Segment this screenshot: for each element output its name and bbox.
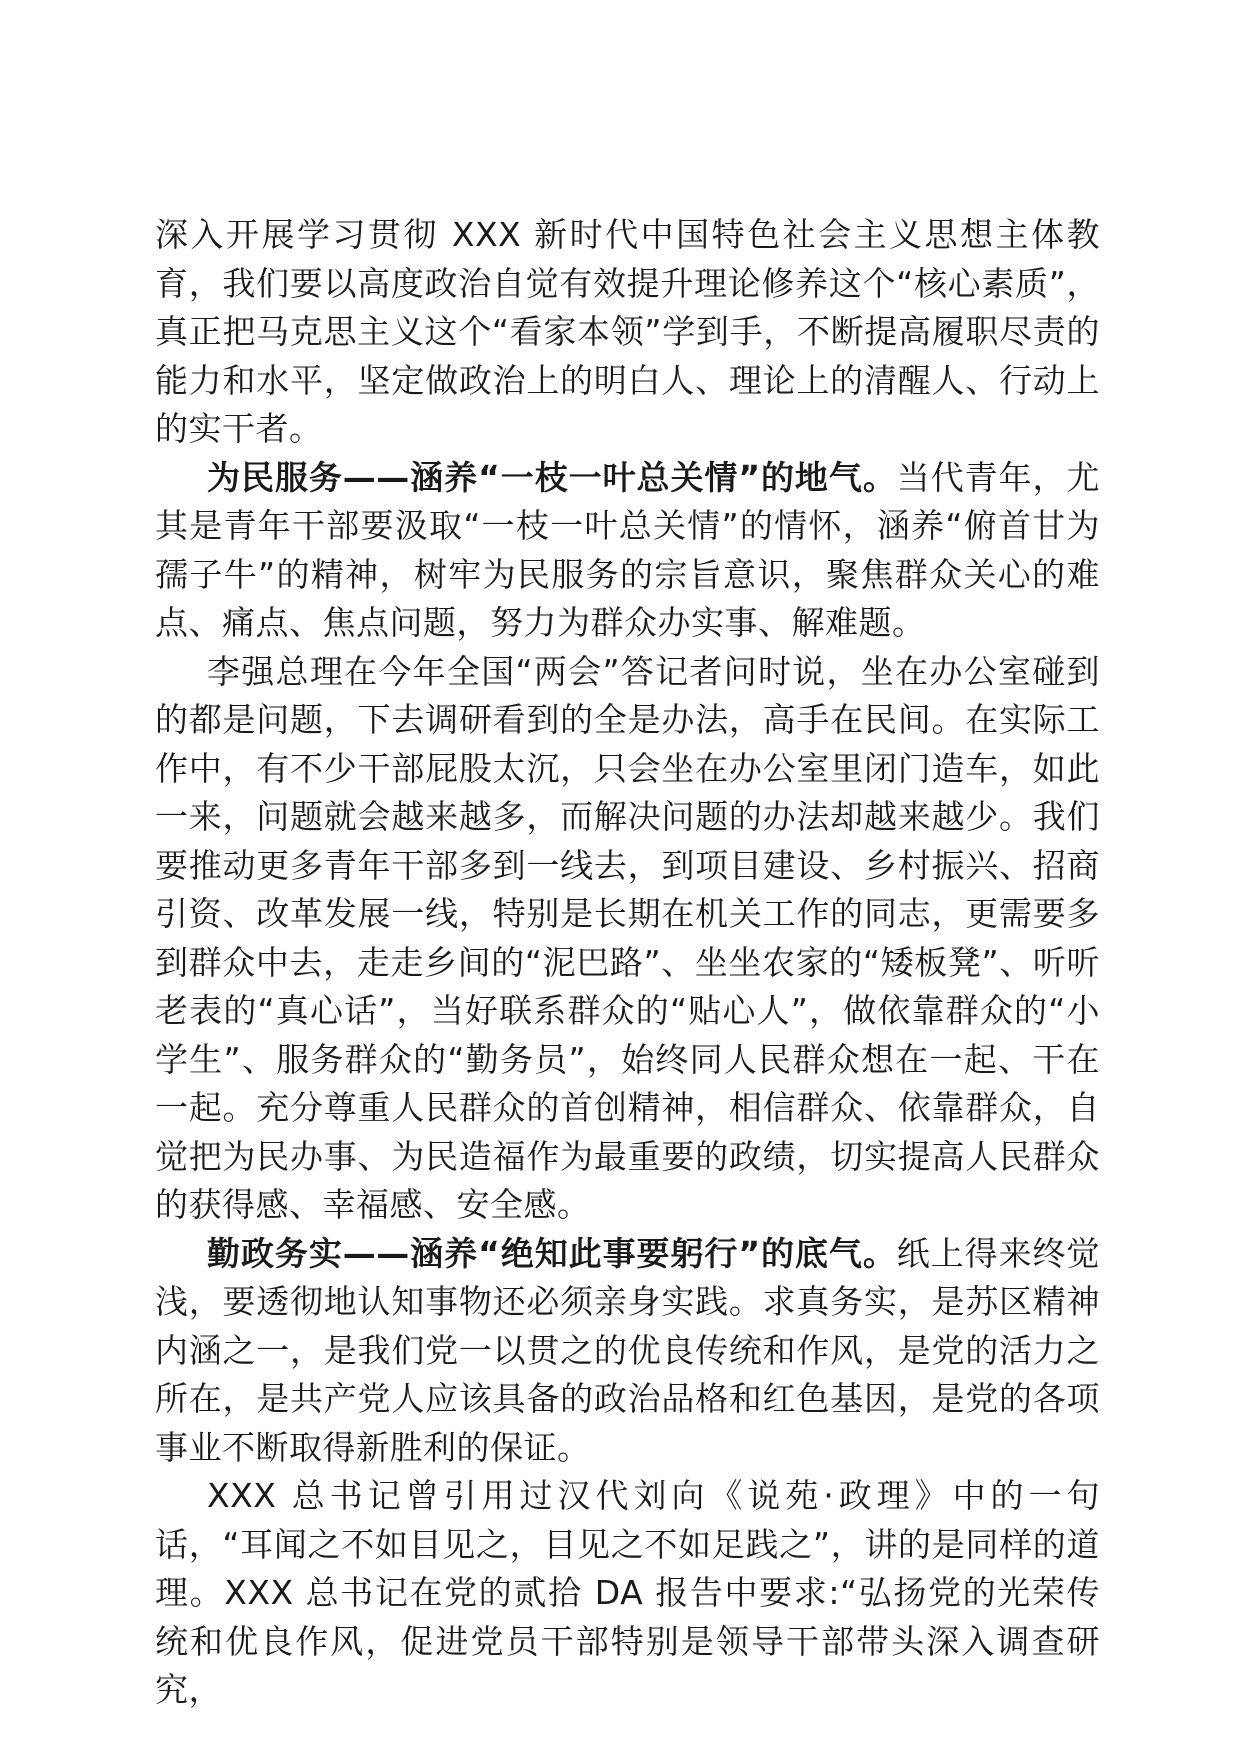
section-heading-diligent-practical: 勤政务实——涵养“绝知此事要躬行”的底气。: [207, 1233, 897, 1273]
paragraph-5-text: XXX 总书记曾引用过汉代刘向《说苑·政理》中的一句话，“耳闻之不如目见之，目见之不如足践之”，讲的是同样的道理。XXX 总书记在党的贰拾 DA 报告中要求:“弘扬党的光荣传统和优良作风，促进党员干部特别是领导干部带头深入调查研究，: [155, 1476, 1100, 1709]
section-heading-serve-people: 为民服务——涵养“一枝一叶总关情”的地气。: [207, 457, 897, 497]
paragraph-3-text: 李强总理在今年全国“两会”答记者问时说，坐在办公室碰到的都是问题，下去调研看到的全是办法，高手在民间。在实际工作中，有不少干部屁股太沉，只会坐在办公室里闭门造车，如此一来，问题就会越来越多，而解决问题的办法却越来越少。我们要推动更多青年干部多到一线去，到项目建设、乡村振兴、招商引资、改革发展一线，特别是长期在机关工作的同志，更需要多到群众中去，走走乡间的“泥巴路”、坐坐农家的“矮板凳”、听听老表的“真心话”，当好联系群众的“贴心人”，做依靠群众的“小学生”、服务群众的“勤务员”，始终同人民群众想在一起、干在一起。充分尊重人民群众的首创精神，相信群众、依靠群众，自觉把为民办事、为民造福作为最重要的政绩，切实提高人民群众的获得感、幸福感、安全感。: [155, 651, 1100, 1224]
paragraph-2-text: 当代青年，尤其是青年干部要汲取“一枝一叶总关情”的情怀，涵养“俯首甘为孺子牛”的精神，树牢为民服务的宗旨意识，聚焦群众关心的难点、痛点、焦点问题，努力为群众办实事、解难题。: [155, 457, 1100, 642]
paragraph-3: [155, 648, 1100, 1230]
paragraph-5: [155, 1472, 1100, 1715]
paragraph-1-text: 深入开展学习贯彻 XXX 新时代中国特色社会主义思想主体教育，我们要以高度政治自觉有效提升理论修养这个“核心素质”，真正把马克思主义这个“看家本领”学到手，不断提高履职尽责的能力和水平，坚定做政治上的明白人、理论上的清醒人、行动上的实干者。: [155, 215, 1100, 448]
paragraph-4-text: 纸上得来终觉浅，要透彻地认知事物还必须亲身实践。求真务实，是苏区精神内涵之一，是我们党一以贯之的优良传统和作风，是党的活力之所在，是共产党人应该具备的政治品格和红色基因，是党的各项事业不断取得新胜利的保证。: [155, 1233, 1100, 1467]
document-page: [155, 211, 1100, 1715]
paragraph-4: [155, 1230, 1100, 1473]
paragraph-2: [155, 454, 1100, 648]
paragraph-1: [155, 211, 1100, 454]
